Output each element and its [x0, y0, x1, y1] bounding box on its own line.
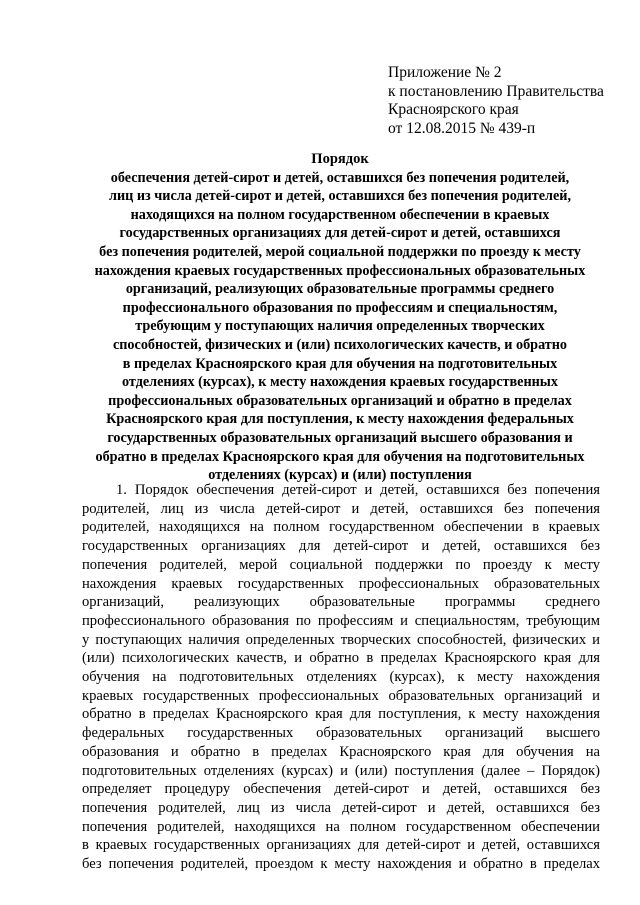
title-line: требующим у поступающих наличия определенных творческих: [135, 318, 545, 335]
body-line: организаций, реализующих образовательные программы среднего: [82, 594, 600, 611]
body-line: государственных организациях для детей-сирот и детей, оставшихся без: [82, 538, 600, 555]
body-line: попечения родителей, лиц из числа детей-сирот и детей, оставшихся без: [82, 799, 600, 816]
title-line: способностей, физических и (или) психологических качеств, и обратно: [112, 336, 568, 353]
title-line: государственных организациях для детей-сирот и детей, оставшихся: [119, 225, 561, 242]
body-line: образования и обратно в пределах Красноярского края для обучения на: [82, 743, 600, 760]
body-line: профессионального образования по профессиям и специальностям, требующим: [82, 612, 600, 629]
title-line: обеспечения детей-сирот и детей, оставшихся без попечения родителей,: [110, 169, 570, 186]
body-line: нахождения краевых государственных профессиональных образовательных: [82, 575, 600, 592]
body-line: попечения родителей, находящихся на полном государственном обеспечении: [82, 818, 600, 835]
title-line: без попечения родителей, мерой социальной поддержки по проезду к месту: [99, 243, 581, 260]
title-line: организаций, реализующих образовательные программы среднего: [125, 281, 555, 298]
paragraph-1: [82, 481, 600, 874]
title-line: отделениях (курсах) и (или) поступления: [208, 467, 472, 484]
body-line: 1. Порядок обеспечения детей-сирот и детей, оставшихся без попечения: [116, 482, 600, 498]
title-line: отделениях (курсах), к месту нахождения краевых государственных: [122, 374, 558, 391]
body-line: в краевых государственных организациях для детей-сирот и детей, оставшихся: [82, 837, 600, 854]
title-line: лиц из числа детей-сирот и детей, оставшихся без попечения родителей,: [108, 188, 572, 205]
appendix-resolution-ref: к постановлению Правительства: [388, 82, 604, 100]
appendix-header: [388, 64, 628, 138]
title-line: обратно в пределах Красноярского края для обучения на подготовительных: [95, 448, 585, 465]
body-line: (или) психологических качеств, и обратно в пределах Красноярского края для: [82, 650, 600, 667]
title-line: профессионального образования по профессиям и специальностям,: [122, 299, 558, 316]
body-line: определяет процедуру обеспечения детей-сирот и детей, оставшихся без: [82, 781, 600, 798]
title-line: находящихся на полном государственном обеспечении в краевых: [130, 206, 550, 223]
body-line: краевых государственных профессиональных образовательных организаций и: [82, 687, 600, 704]
body-line: попечения родителей, мерой социальной поддержки по проезду к месту: [82, 556, 600, 573]
body-line: обучения на подготовительных отделениях (курсах), к месту нахождения: [82, 669, 600, 686]
body-line: обратно в пределах Красноярского края для поступления, к месту нахождения: [82, 706, 600, 723]
title-line: нахождения краевых государственных профессиональных образовательных: [94, 262, 586, 279]
document-title: [60, 150, 620, 485]
title-line: Красноярского края для поступления, к месту нахождения федеральных: [106, 411, 574, 428]
body-line: родителей, находящихся на полном государственном обеспечении в краевых: [82, 519, 600, 536]
appendix-region: Красноярского края: [388, 101, 519, 118]
title-line: государственных образовательных организаций высшего образования и: [107, 429, 573, 446]
body-line: родителей, лиц из числа детей-сирот и детей, оставшихся без попечения: [82, 500, 600, 517]
appendix-number: Приложение № 2: [388, 64, 502, 81]
body-line: подготовительных отделениях (курсах) и (или) поступления (далее – Порядок): [82, 762, 600, 779]
title-line: профессиональных образовательных организаций и обратно в пределах: [108, 392, 572, 409]
body-line: без попечения родителей, проездом к месту нахождения и обратно в пределах: [82, 856, 600, 873]
body-line: федеральных государственных образовательных организаций высшего: [82, 725, 600, 742]
title-line: в пределах Красноярского края для обучения на подготовительных: [122, 355, 558, 372]
appendix-date-number: от 12.08.2015 № 439-п: [388, 119, 536, 137]
body-line: у поступающих наличия определенных творческих способностей, физических и: [82, 631, 600, 648]
title-heading: Порядок: [311, 151, 369, 167]
